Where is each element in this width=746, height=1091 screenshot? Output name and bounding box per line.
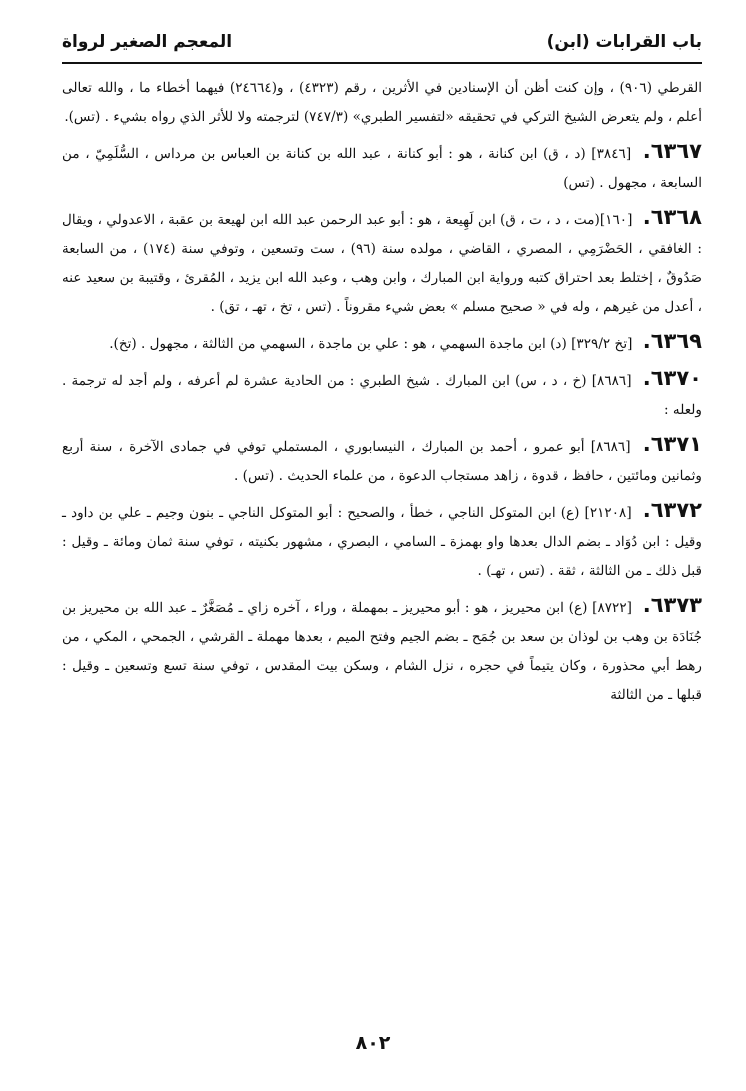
entry-number: ٦٣٦٧.	[642, 139, 702, 163]
entry-number: ٦٣٧٢.	[642, 498, 702, 522]
page-body	[62, 74, 702, 710]
entry-text: [٨٦٨٦] أبو عمرو ، أحمد بن المبارك ، النيسابوري ، المستملي توفي في جمادى الآخرة ، سنة أربع وثمانين ومائتين ، حافظ ، قدوة ، زاهد مستجاب الدعوة ، من علماء الحديث . (تس) .	[62, 439, 702, 484]
entry-text: [٣٨٤٦] (د ، ق) ابن كنانة ، هو : أبو كنانة ، عبد الله بن كنانة بن العباس بن مرداس ، السُّلَمِيّ ، من السابعة ، مجهول . (تس)	[62, 146, 702, 191]
entry-number: ٦٣٧١.	[642, 432, 702, 456]
chapter-title: باب القرابات (ابن)	[546, 32, 702, 52]
entry-text: [١٦٠](مت ، د ، ت ، ق) ابن لَهِيعة ، هو : أبو عبد الرحمن عبد الله ابن لهيعة بن عقبة ، الاعدولي ، ويقال : الغافقي ، الحَضْرَمِي ، المصري ، القاضي ، مولده سنة (٩٦) ، ست وتسعين ، وتوفي سنة (١٧٤) ، من السابعة صَدُوقٌ ، إختلط بعد احتراق كتبه ورواية ابن المبارك ، وابن وهب ، وعبد الله ابن يزيد ، المُقرئ ، وقتيبة بن سعيد عنه ، أعدل من غيرهم ، وله في « صحيح مسلم » بعض شيء مقروناً . (تس ، تخ ، تهـ ، تق) .	[62, 212, 702, 315]
entry-text: [٨٧٢٢] (ع) ابن محيريز ، هو : أبو محيريز ـ بمهملة ، وراء ، آخره زاي ـ مُصَغَّرٌ ـ عبد الله بن محيريز بن جُنَادَة بن وهب بن لوذان بن سعد بن جُمَح ـ بضم الجيم وفتح الميم ، بعدها مهملة ـ القرشي ، الجمحي ، المكي ، من رهط أبي محذورة ، وكان يتيماً في حجره ، نزل الشام ، وسكن بيت المقدس ، توفي سنة تسع وتسعين ـ وقيل : قبلها ـ من الثالثة	[62, 600, 702, 703]
entry	[62, 137, 702, 198]
entry	[62, 364, 702, 425]
entry-number: ٦٣٧٠.	[642, 366, 702, 390]
entry-number: ٦٣٦٨.	[642, 205, 702, 229]
entry-text: [٢١٢٠٨] (ع) ابن المتوكل الناجي ، خطأ ، والصحيح : أبو المتوكل الناجي ـ بنون وجيم ـ علي بن داود ـ وقيل : ابن دُوَاد ـ بضم الدال بعدها واو بهمزة ـ السامي ، البصري ، مشهور بكنيته ، توفي سنة ثمان ومائة ـ وقيل : قبل ذلك ـ من الثالثة ، ثقة . (تس ، تهـ) .	[62, 505, 702, 579]
entry-number: ٦٣٧٣.	[642, 593, 702, 617]
entry-number: ٦٣٦٩.	[642, 329, 702, 353]
entry	[62, 591, 702, 710]
entry-text: [٨٦٨٦] (خ ، د ، س) ابن المبارك . شيخ الطبري : من الحادية عشرة لم أعرفه ، ولم أجد له ترجمة . ولعله :	[62, 373, 702, 418]
page-header	[62, 28, 702, 64]
book-title: المعجم الصغير لرواة	[62, 32, 233, 52]
entry-text: [تخ ٣٢٩/٢] (د) ابن ماجدة السهمي ، هو : علي بن ماجدة ، السهمي من الثالثة ، مجهول . (تخ).	[109, 336, 633, 352]
entry	[62, 496, 702, 586]
entry	[62, 203, 702, 322]
entry	[62, 430, 702, 491]
page-number: ٨٠٢	[355, 1032, 391, 1054]
entry	[62, 327, 702, 359]
intro-paragraph: القرطي (٩٠٦) ، وإن كنت أظن أن الإسنادين في الأثرين ، رقم (٤٣٢٣) ، و(٢٤٦٦٤) فيهما أخطاء ما ، والله تعالى أعلم ، ولم يتعرض الشيخ التركي في تحقيقه «لتفسير الطبري» (٧٤٧/٣) لترجمته ولا للأثر الذي رواه بشيء . (تس).	[62, 80, 703, 125]
